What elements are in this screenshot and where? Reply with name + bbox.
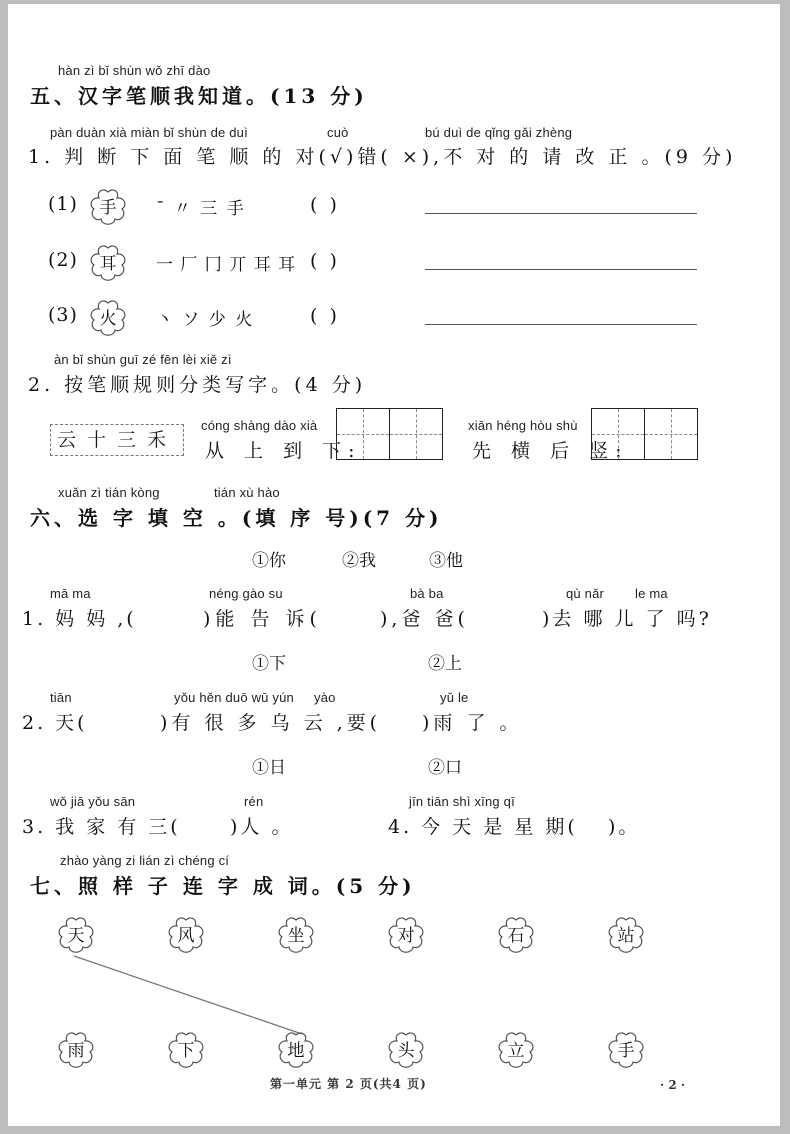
section6-title: 六、选 字 填 空 。(填 序 号)(7 分) [30,506,443,530]
option: ①你 [252,551,286,571]
stroke-order: ˉ 〃 三 手 [156,199,246,219]
pinyin: wǒ jiā yǒu sān [50,794,136,809]
item-label: (1) [48,193,78,215]
flower-char-text: 站 [617,926,635,946]
sentence-part: )能 告 诉( [203,608,322,630]
flower-char-text: 头 [397,1041,415,1061]
q1-text: 1. 判 断 下 面 笔 顺 的 对(√)错( ×),不 对 的 请 改 正 。(9 分) [28,146,737,168]
link-char-flower[interactable] [274,914,318,958]
worksheet-page [8,4,780,1126]
option: ③他 [429,551,463,571]
sentence-part: )人 。 [230,816,294,838]
link-char-flower[interactable] [494,914,538,958]
link-char-flower[interactable] [384,1029,428,1073]
link-char-flower[interactable] [604,1029,648,1073]
group1-label: 从 上 到 下: [205,440,362,462]
section5-pinyin: hàn zì bǐ shùn wǒ zhī dào [58,63,211,78]
flower-char-text: 对 [397,926,415,946]
sentence-part: )有 很 多 乌 云 ,要( [160,712,382,734]
pinyin: tiān [50,690,72,705]
pinyin: mā ma [50,586,91,601]
footer-unit: 第一单元 第 2 页(共4 页) [270,1077,427,1091]
flower-char-text: 天 [67,926,85,946]
sentence-part: 3. 我 家 有 三( [22,816,181,838]
flower-char-text: 雨 [67,1041,85,1061]
option: ②上 [428,654,462,674]
sentence-part: ),爸 爸( [380,608,469,630]
sentence-part: )去 哪 儿 了 吗? [542,608,712,630]
link-char-flower[interactable] [164,914,208,958]
answer-paren[interactable]: ( ) [310,305,340,327]
section5-title: 五、汉字笔顺我知道。(13 分) [30,84,368,108]
link-char-flower[interactable] [54,914,98,958]
option: ①日 [252,758,286,778]
pinyin: rén [244,794,264,809]
pinyin: jīn tiān shì xīng qī [409,794,515,809]
page-number: · 2 · [660,1078,686,1092]
option: ②口 [428,758,462,778]
flower-char-text: 手 [617,1041,635,1061]
sentence-part: 4. 今 天 是 星 期( [388,816,578,838]
link-char-flower[interactable] [274,1029,318,1073]
group2-label: 先 横 后 竖: [472,440,629,462]
answer-paren[interactable]: ( ) [310,194,340,216]
q1-pinyin-c: bú duì de qǐng gǎi zhèng [425,125,573,140]
link-char-flower[interactable] [604,914,648,958]
flower-char-text: 耳 [99,254,117,274]
sentence-part: 1. 妈 妈 ,( [22,608,137,630]
section7-title: 七、照 样 子 连 字 成 词。(5 分) [30,874,416,898]
pinyin: yǒu hěn duō wū yún [174,690,294,705]
flower-char-text: 坐 [287,926,305,946]
option: ①下 [252,654,286,674]
flower-char-text: 地 [287,1041,305,1061]
link-char-flower[interactable] [494,1029,538,1073]
sentence-part: )雨 了 。 [422,712,523,734]
section7-pinyin: zhào yàng zi lián zì chéng cí [60,853,230,868]
stroke-order: 一 厂 冂 丌 耳 耳 [156,255,297,275]
answer-paren[interactable]: ( ) [310,250,340,272]
group1-pinyin: cóng shàng dào xià [201,418,318,433]
item-label: (2) [48,249,78,271]
pinyin: néng gào su [209,586,283,601]
q1-pinyin-a: pàn duàn xià miàn bǐ shùn de duì [50,125,248,140]
group2-pinyin: xiān héng hòu shù [468,418,578,433]
q2-text: 2. 按笔顺规则分类写字。(4 分) [28,374,367,396]
pinyin: bà ba [410,586,444,601]
flower-char-text: 风 [177,926,195,946]
pinyin: yào [314,690,336,705]
section6-pinyin-b: tián xù hào [214,485,280,500]
flower-char-text: 火 [99,309,117,329]
sentence-part: 2. 天( [22,712,88,734]
flower-char-text: 石 [507,926,525,946]
pinyin: yǔ le [440,690,469,705]
flower-char-text: 下 [177,1041,195,1061]
stroke-order: 丶 ソ 少 火 [156,310,255,330]
q1-pinyin-b: cuò [327,125,349,140]
pinyin: qù nǎr [566,586,605,601]
pinyin: le ma [635,586,668,601]
section6-pinyin-a: xuǎn zì tián kòng [58,485,160,500]
word-box: 云十三禾 [50,424,184,456]
link-char-flower[interactable] [384,914,428,958]
item-label: (3) [48,304,78,326]
link-char-flower[interactable] [54,1029,98,1073]
sentence-part: )。 [608,816,641,838]
flower-char-text: 立 [507,1041,525,1061]
option: ②我 [342,551,376,571]
q2-pinyin: àn bǐ shùn guī zé fēn lèi xiě zì [54,352,232,367]
link-char-flower[interactable] [164,1029,208,1073]
flower-char-text: 手 [99,198,117,218]
